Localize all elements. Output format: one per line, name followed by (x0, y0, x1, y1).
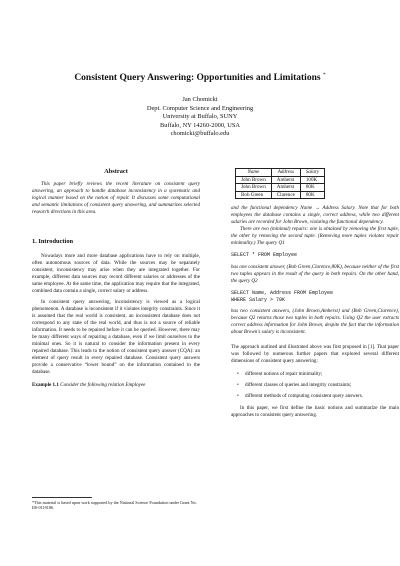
footnote-rule (32, 497, 92, 498)
abstract-text: This paper briefly reviews the recent literature on consistent query answering, an approach to handle database inconsistency in a systematic and logical manner based on the notion of repair. It discusses some computational and semantic limitations of consistent query answering, and summarizes selected research directions in this area. (32, 181, 200, 215)
col-header-salary: Salary (300, 169, 324, 177)
table-cell: John Brown (236, 184, 272, 192)
list-item: • different classes of queries and integrity constraints; (245, 382, 399, 389)
repairs-paragraph: There are two (minimal) repairs: one is obtained by removing the first tuple, the other by removing the second tuple. (Removing more tuples violates repair minimality.) The query Q1 (231, 226, 399, 247)
example-caption: Consider the following relation Employee (60, 381, 146, 388)
intro-paragraph-2: In consistent query answering, inconsistency is viewed as a logical phenomenon. A database is inconsistent if it violates integrity constraints. Since it is assumed that the real world is consistent, an inconsistent database does not correspond to any state of the real world, and thus is not a source of reliable information. It needs to be repaired before it can be queried. However, there may be many different ways of repairing a database, even if we limit ourselves to the minimal ones. So it is natural to consider the information present in every repaired database. This leads to the notion of consistent query answer (CQA): an element of query result in every repaired database. Consistent query answers provide a conservative “lower bound” on the information contained in the database. (32, 299, 200, 376)
author-block (0, 96, 400, 139)
table-row (236, 176, 325, 184)
footnote (32, 497, 200, 511)
example-line (32, 382, 200, 389)
table-cell: Bob Green (236, 191, 272, 199)
q2-answer-paragraph: has two consistent answers, (John Brown,Amherst) and (Bob Green,Clarence), because Q2 returns those two tuples in both repairs. Using Q2 the user extracts correct address information for John Brown, despite the fact that the information about Brown's salary is inconsistent. (231, 308, 399, 336)
table-cell: 80K (300, 191, 324, 199)
query-q1: SELECT * FROM Employee (231, 252, 298, 259)
list-item: • different methods of computing consistent query answers. (245, 393, 399, 400)
employee-table (235, 168, 325, 199)
right-column (231, 168, 399, 419)
example-label: Example 1.1 (32, 381, 59, 388)
author-address: Buffalo, NY 14260-2000, USA (159, 121, 241, 129)
table-row (236, 191, 325, 199)
author-email: chomicki@buffalo.edu (170, 130, 230, 138)
table-cell: 100K (300, 176, 324, 184)
title-footnote-mark: * (322, 72, 326, 78)
dimensions-list (231, 371, 399, 400)
intro-paragraph-1: Nowadays more and more database applications have to rely on multiple, often autonomous sources of data. While the sources may be separately consistent, inconsistency may arise when they are integrated together. For example, different data sources may record different salaries or addresses of the same employee. At the same time, the application may require that the integrated, combined data contain a single, correct salary or address. (32, 252, 200, 294)
table-cell: Clarence (271, 191, 300, 199)
left-column (32, 168, 200, 389)
author-dept: Dept. Computer Science and Engineering (146, 104, 254, 112)
summary-paragraph: In this paper, we first define the basic notions and summarize the main approaches to consistent query answering. (231, 404, 399, 418)
table-cell: Amherst (271, 184, 300, 192)
abstract-heading: Abstract (104, 168, 128, 175)
author-name: Jan Chomicki (182, 96, 218, 103)
query-q2-line-2: WHERE Salary > 70K (231, 296, 286, 303)
paper-title (0, 69, 400, 84)
approach-paragraph: The approach outlined and illustrated above was first proposed in [1]. That paper was followed by numerous further papers that explored several different dimensions of consistent query answering: (231, 344, 399, 365)
table-cell: Amherst (271, 176, 300, 184)
table-cell: John Brown (236, 176, 272, 184)
table-row (236, 184, 325, 192)
footnote-text: *This material is based upon work supported by the National Science Foundation under Grant No. IIS-0119186. (32, 500, 197, 511)
author-university: University at Buffalo, SUNY (162, 113, 238, 121)
fd-paragraph: and the functional dependency Name → Address Salary. Note that for both employees the database contains a single, correct address, while two different salaries are recorded for John Brown, violating the functional dependency. (231, 205, 399, 226)
col-header-name: Name (236, 169, 272, 177)
section-heading-introduction: 1. Introduction (32, 237, 74, 245)
employee-table-header (236, 169, 325, 177)
abstract (32, 181, 200, 216)
col-header-address: Address (271, 169, 300, 177)
query-q2-line-1: SELECT Name, Address FROM Employee (231, 289, 334, 296)
paper-title-text: Consistent Query Answering: Opportunities and Limitations (74, 73, 321, 84)
list-item: • different notions of repair minimality; (245, 371, 399, 378)
q1-answer-paragraph: has one consistent answer, (Bob Green,Clarence,80K), because neither of the first two tuples appears in the result of the query in both repairs. On the other hand, the query Q2 (231, 263, 399, 284)
table-cell: 80K (300, 184, 324, 192)
